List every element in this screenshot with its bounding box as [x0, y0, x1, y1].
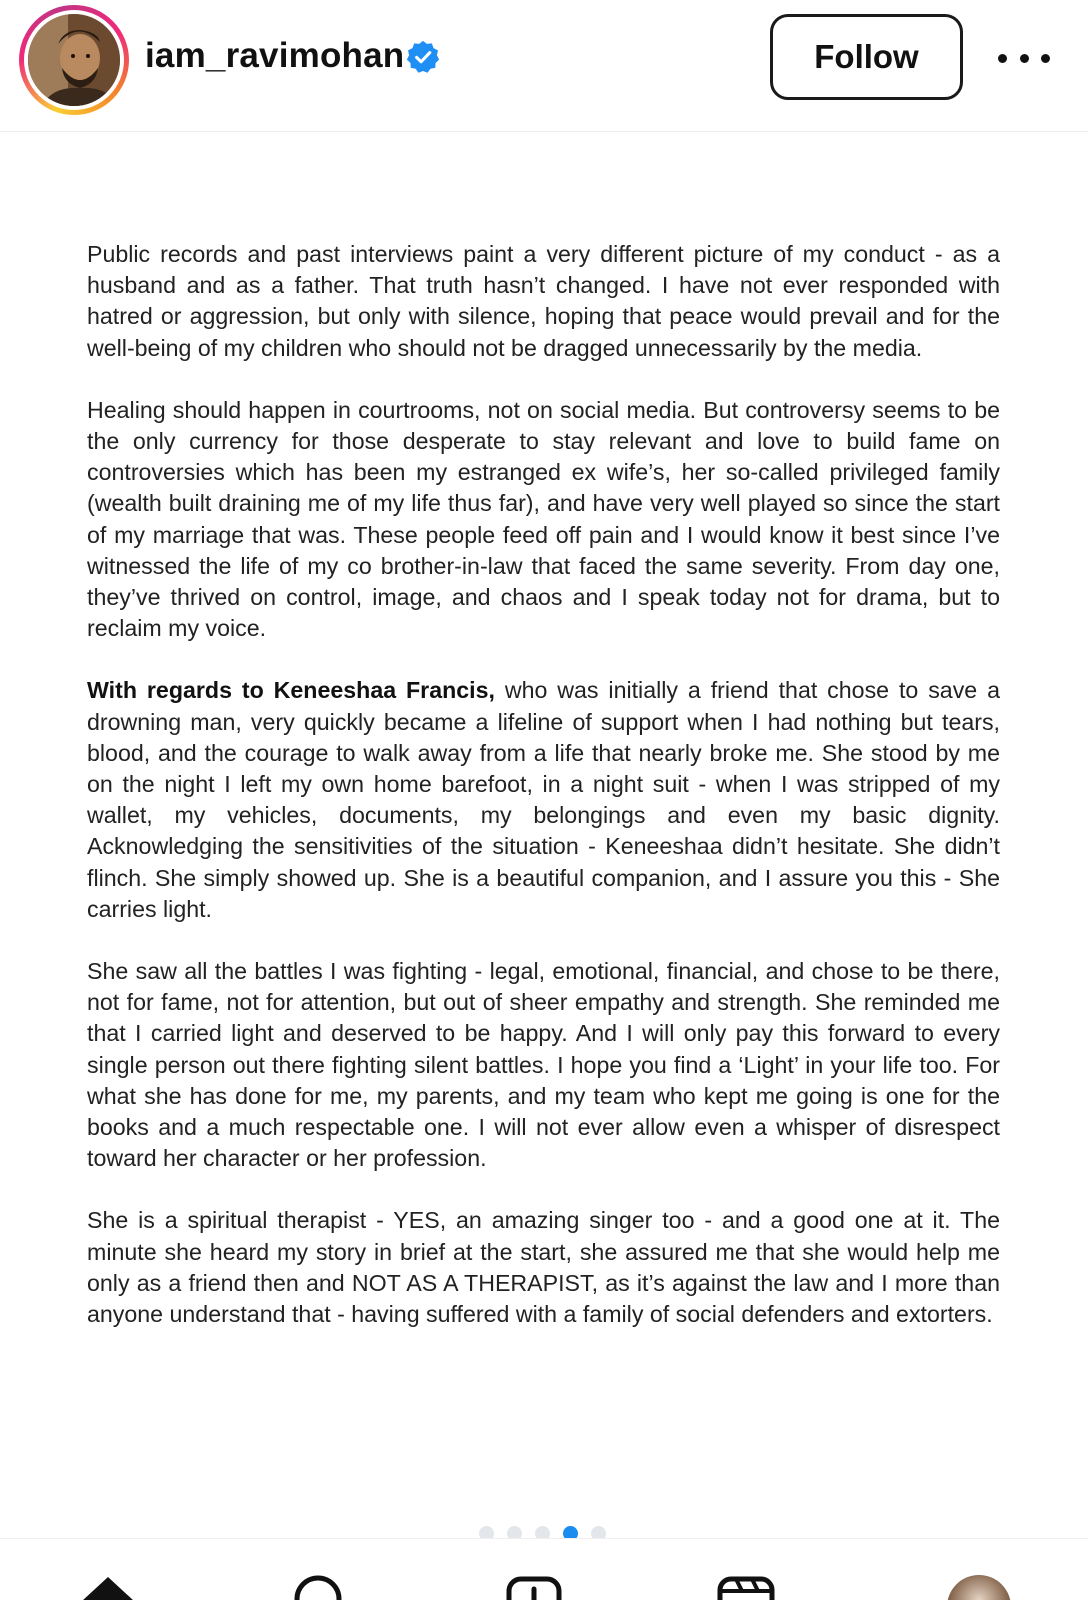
home-icon[interactable]	[78, 1571, 138, 1600]
paragraph-text: Healing should happen in courtrooms, not on social media. But controversy seems to be the only currency for those desperate to stay relevant and love to build fame on controversies which has been my estranged ex wife’s, her so-called privileged family (wealth built draining me of my life thus far), and have very well played so since the start of my marriage that was. These people feed off pain and I would know it best since I’ve witnessed the life of my co brother-in-law that faced the same severity. From day one, they’ve thrived on control, image, and chaos and I speak today not for drama, but to reclaim my voice.	[87, 396, 1000, 642]
paragraph-text: Public records and past interviews paint a very different picture of my conduct - as a husband and as a father. That truth hasn’t changed. I have not ever responded with hatred or aggression, but only with silence, hoping that peace would prevail and for the well-being of my children who should not be dragged unnecessarily by the media.	[87, 241, 1000, 361]
post-header	[0, 0, 1088, 132]
paragraph-2	[87, 395, 1000, 645]
reels-icon[interactable]	[716, 1571, 776, 1600]
username[interactable]: iam_ravimohan	[145, 36, 405, 75]
paragraph-text: who was initially a friend that chose to save a drowning man, very quickly became a lifeline of support when I had nothing but tears, blood, and the courage to walk away from a life that nearly broke me. She stood by me on the night I left my own home barefoot, in a night suit - when I was stripped of my wallet, my vehicles, documents, my belongings and even my basic dignity. Acknowledging the sensitivities of the situation - Keneeshaa didn’t hesitate. She didn’t flinch. She simply showed up. She is a beautiful companion, and I assure you this - She carries light.	[87, 677, 1000, 922]
more-dot	[1041, 54, 1050, 63]
paragraph-lead-bold: With regards to Keneeshaa Francis,	[87, 677, 495, 704]
avatar[interactable]	[28, 14, 120, 106]
create-post-icon[interactable]	[504, 1571, 564, 1600]
search-icon[interactable]	[288, 1571, 348, 1600]
post-text-image	[87, 239, 1000, 1330]
paragraph-text: She is a spiritual therapist - YES, an amazing singer too - and a good one at it. The minute she heard my story in brief at the start, she assured me that she would help me only as a friend then and NOT AS A THERAPIST, as it’s against the law and I more than anyone understand that - having suffered with a family of social defenders and extorters.	[87, 1207, 1000, 1328]
more-options-button[interactable]	[998, 40, 1050, 76]
paragraph-5	[87, 1205, 1000, 1330]
profile-avatar[interactable]	[947, 1575, 1011, 1600]
paragraph-4	[87, 956, 1000, 1174]
verified-badge-icon	[406, 40, 440, 74]
more-dot	[1020, 54, 1029, 63]
story-ring[interactable]	[19, 5, 129, 115]
follow-button[interactable]: Follow	[770, 14, 963, 100]
paragraph-text: She saw all the battles I was fighting - legal, emotional, financial, and chose to be there, not for fame, not for attention, but out of sheer empathy and strength. She reminded me that I carried light and deserved to be happy. And I will only pay this forward to every single person out there fighting silent battles. I hope you find a ‘Light’ in your life too. For what she has done for me, my parents, and my team who kept me going is one for the books and a much respectable one. I will not ever allow even a whisper of disrespect toward her character or her profession.	[87, 958, 1000, 1172]
more-dot	[998, 54, 1007, 63]
bottom-navigation	[0, 1538, 1088, 1600]
avatar-portrait-icon	[28, 14, 120, 106]
paragraph-1	[87, 239, 1000, 364]
paragraph-3	[87, 675, 1000, 925]
